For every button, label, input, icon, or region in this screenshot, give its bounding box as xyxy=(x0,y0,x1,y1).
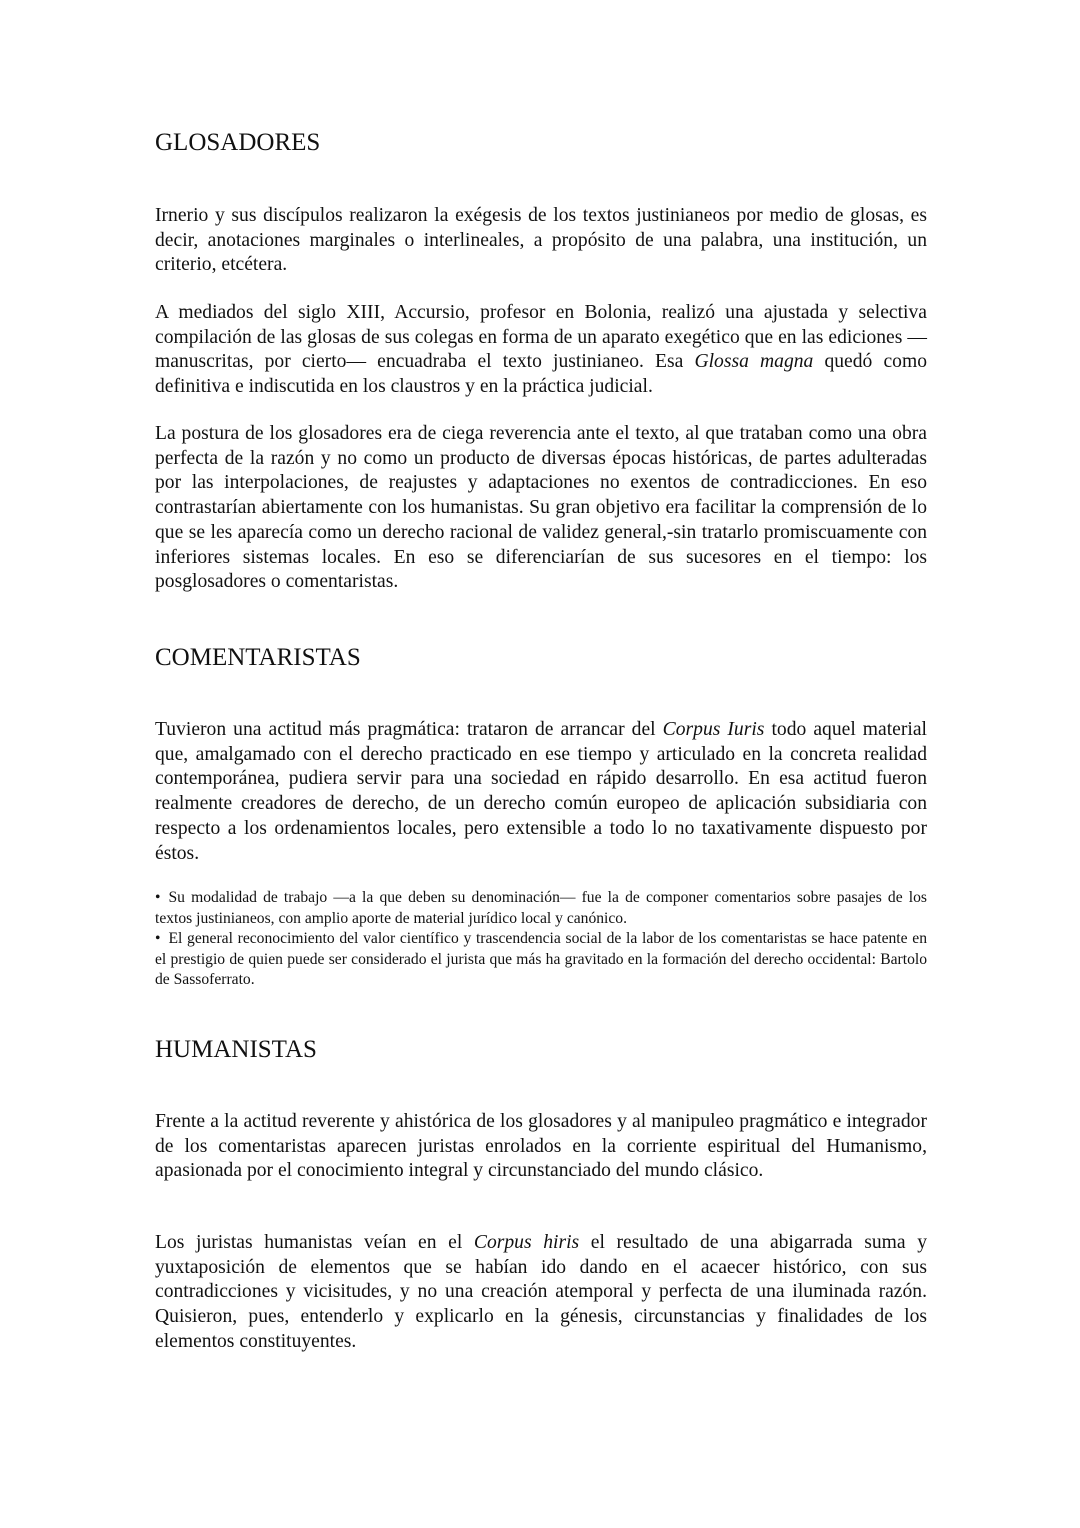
list-item xyxy=(155,929,927,991)
bullet-text: El general reconocimiento del valor científico y trascendencia social de la labor de los comentaristas se hace patente en el prestigio de quien puede ser considerado el jurista que más ha gravitado en la formación del derecho occidental: Bartolo de Sassoferrato. xyxy=(155,930,927,989)
humanistas-paragraph-2-text-a: Los juristas humanistas veían en el xyxy=(155,1232,474,1253)
glosadores-paragraph-1: Irnerio y sus discípulos realizaron la exégesis de los textos justinianeos por medio de glosas, es decir, anotaciones marginales o interlineales, a propósito de una palabra, una institución, un criterio, etcétera. xyxy=(155,205,927,276)
comentaristas-paragraph-1-text-b: todo aquel material que, amalgamado con el derecho practicado en ese tiempo y articulado en la concreta realidad contemporánea, pudiera servir para una sociedad en rápido desarrollo. En esa actitud fueron realmente creadores de derecho, de un derecho común europeo de aplicación subsidiaria con respecto a los ordenamientos locales, pero extensible a todo lo no taxativamente dispuesto por éstos. xyxy=(155,719,927,864)
section-title-glosadores: GLOSADORES xyxy=(155,129,321,156)
comentaristas-paragraph-1-text-a: Tuvieron una actitud más pragmática: trataron de arrancar del xyxy=(155,719,663,740)
glosadores-paragraph-2-text-a: A mediados del siglo XIII, Accursio, profesor en Bolonia, realizó una ajustada y selectiva compilación de las glosas de sus colegas en forma de un aparato exegético que en las ediciones —manuscritas, por cierto— encuadraba el texto justinianeo. Esa xyxy=(155,302,927,373)
bullet-icon: • xyxy=(155,889,161,906)
comentaristas-paragraph-1 xyxy=(155,718,927,866)
bullet-icon: • xyxy=(155,930,161,948)
humanistas-paragraph-1: Frente a la actitud reverente y ahistórica de los glosadores y al manipuleo pragmático e integrador de los comentaristas aparecen juristas enrolados en la corriente espiritual del Humanismo, apasionada por el conocimiento integral y circunstanciado del mundo clásico. xyxy=(155,1111,927,1182)
glosadores-paragraph-2 xyxy=(155,301,927,400)
section-title-humanistas: HUMANISTAS xyxy=(155,1036,317,1063)
glosadores-paragraph-2-text-b: quedó como definitiva e indiscutida en los claustros y en la práctica judicial. xyxy=(155,351,927,398)
glosadores-paragraph-2-italic: Glossa magna xyxy=(694,351,814,373)
section-title-comentaristas: COMENTARISTAS xyxy=(155,644,361,671)
list-item xyxy=(155,888,927,929)
humanistas-paragraph-2-text-b: el resultado de una abigarrada suma y yuxtaposición de elementos que se habían ido dando en el acaecer histórico, con sus contradicciones y vicisitudes, y no una creación atemporal y perfecta de una iluminada razón. Quisieron, pues, entenderlo y explicarlo en la génesis, circunstancias y finalidades de los elementos constituyentes. xyxy=(155,1232,928,1352)
comentaristas-paragraph-1-italic: Corpus Iuris xyxy=(662,719,765,740)
humanistas-paragraph-2-italic: Corpus hiris xyxy=(473,1232,580,1253)
glosadores-paragraph-3: La postura de los glosadores era de ciega reverencia ante el texto, al que trataban como una obra perfecta de la razón y no como un producto de diversas épocas históricas, de partes adulteradas por las interpolaciones, de reajustes y adaptaciones no exentos de contradicciones. En eso contrastarían abiertamente con los humanistas. Su gran objetivo era facilitar la comprensión de lo que se les aparecía como un derecho racional de validez general,-sin tratarlo promiscuamente con inferiores sistemas locales. En eso se diferenciarían de sus sucesores en el tiempo: los posglosadores o comentaristas. xyxy=(155,423,927,593)
bullet-text: Su modalidad de trabajo —a la que deben su denominación— fue la de componer comentarios sobre pasajes de los textos justinianeos, con amplio aporte de material jurídico local y canónico. xyxy=(155,889,927,927)
comentaristas-bullet-list xyxy=(155,888,927,991)
humanistas-paragraph-2 xyxy=(155,1231,927,1355)
